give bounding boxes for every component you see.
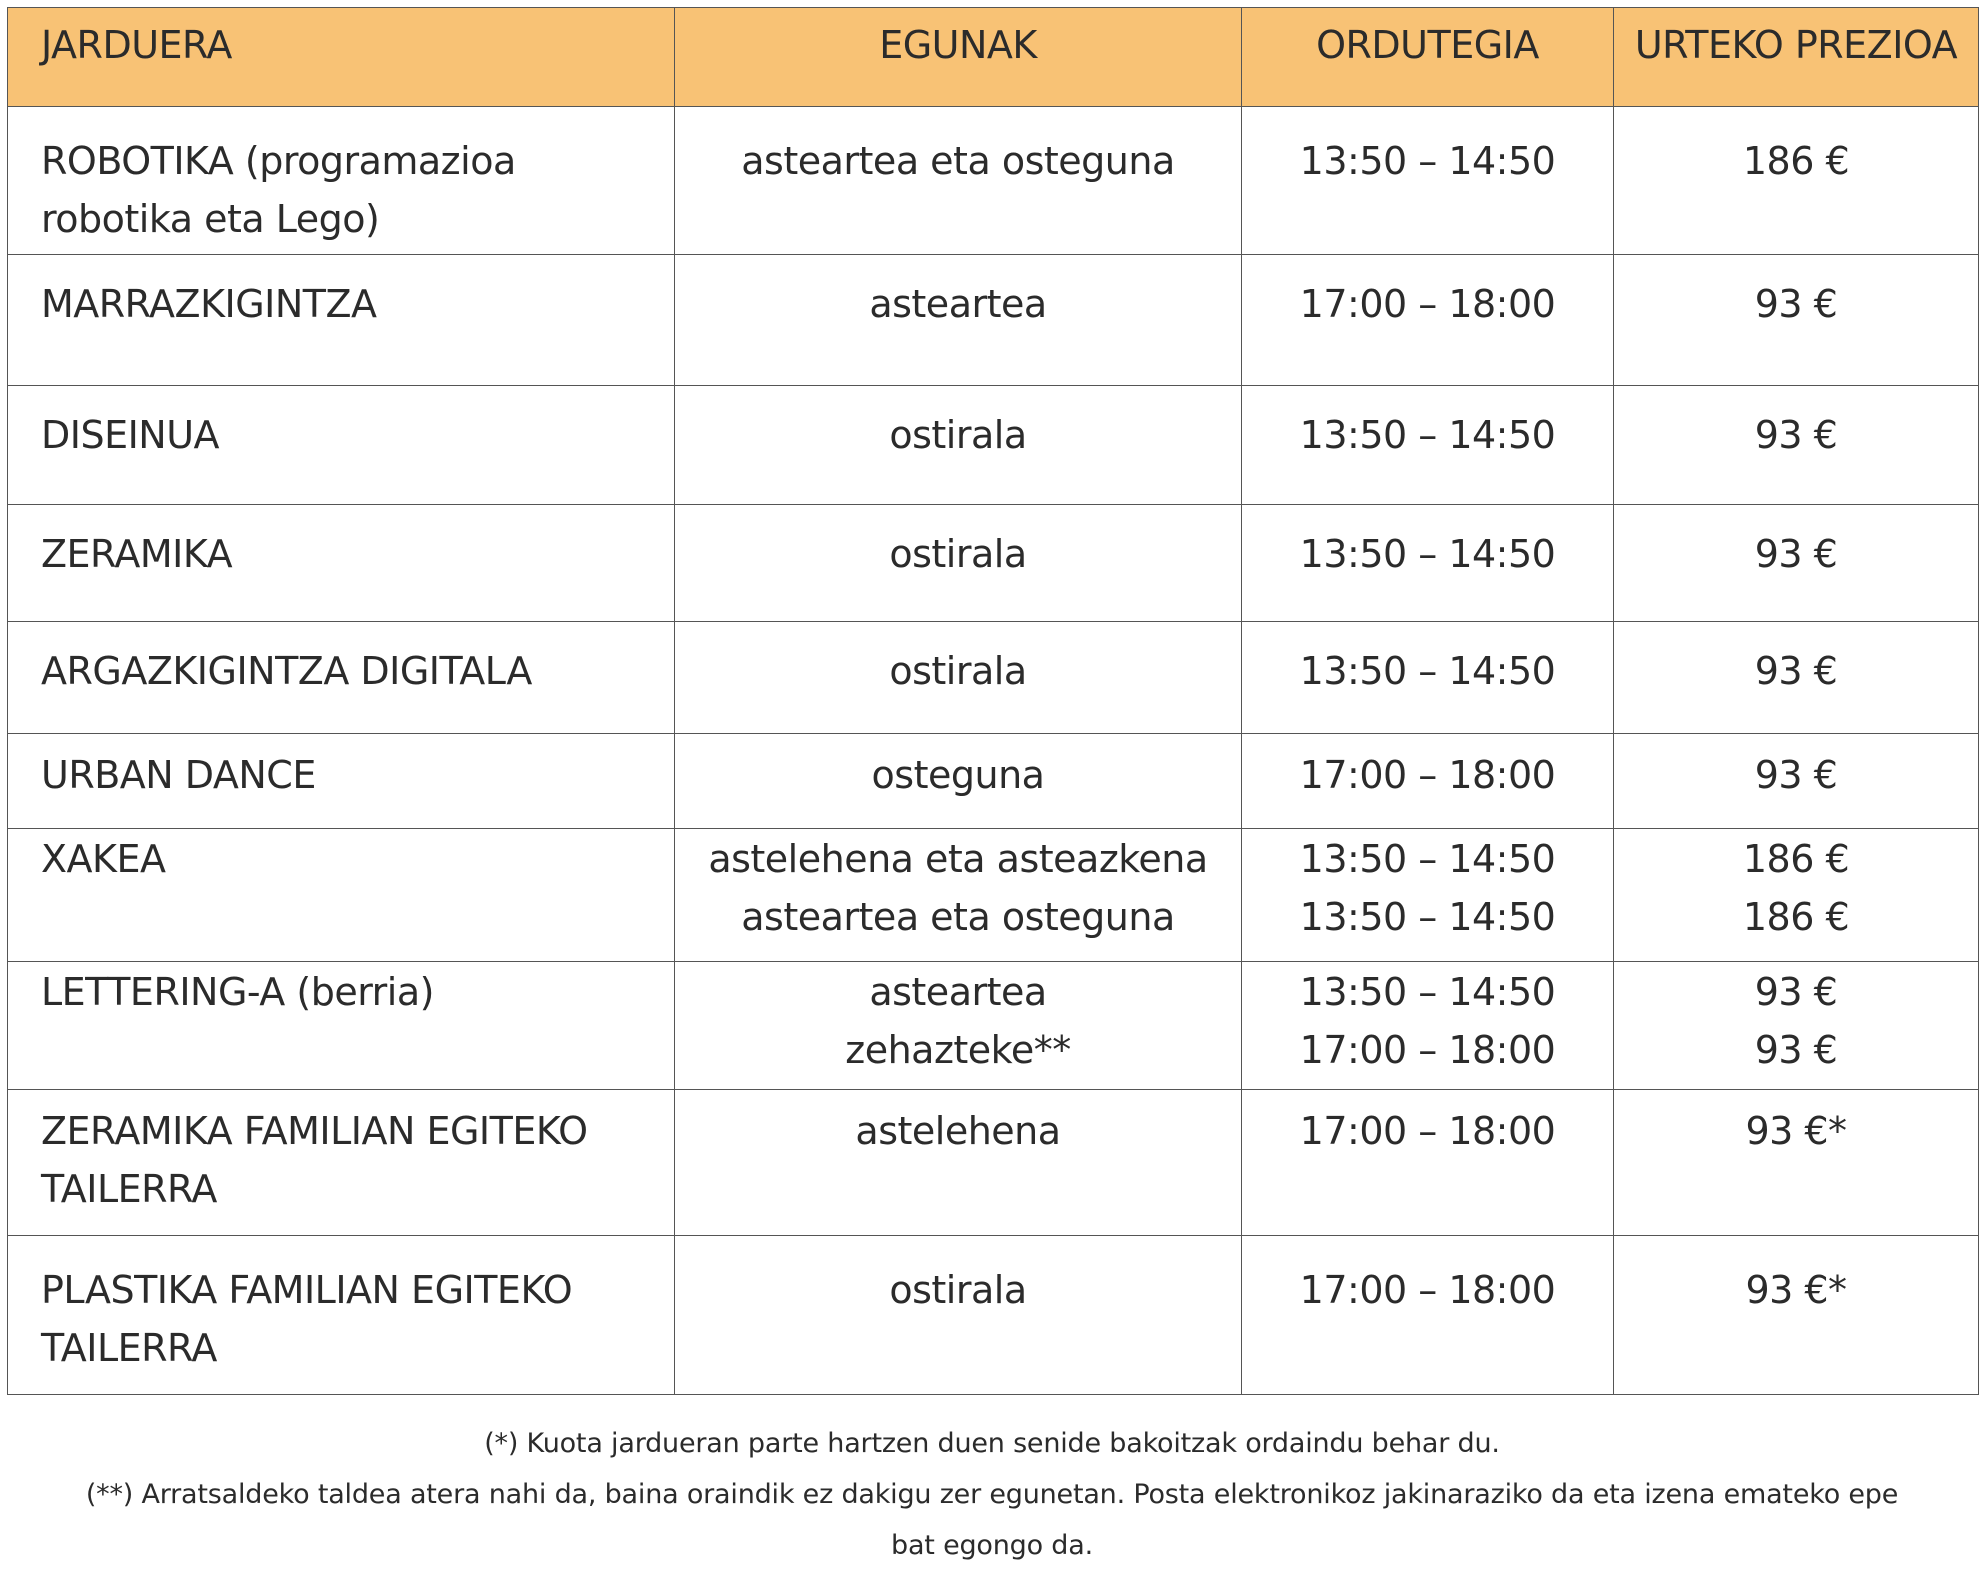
table-row (8, 255, 1979, 386)
activity-name: ZERAMIKA FAMILIAN EGITEKO (41, 1109, 588, 1153)
price-text: 93 €* (1745, 1109, 1847, 1153)
table-row (8, 386, 1979, 505)
days-text: astelehena eta asteazkena (708, 837, 1208, 881)
activity-name: ZERAMIKA (41, 532, 233, 576)
table-row (8, 107, 1979, 255)
price-text: 186 € (1742, 139, 1850, 183)
price-text: 93 € (1754, 532, 1838, 576)
price-text: 93 €* (1745, 1268, 1847, 1312)
hours-text: 13:50 – 14:50 (1299, 413, 1556, 457)
price-cell (1614, 386, 1979, 505)
hours-cell (1242, 1090, 1614, 1236)
days-text: zehazteke** (845, 1028, 1071, 1072)
header-days: EGUNAK (675, 8, 1242, 107)
header-activity: JARDUERA (8, 8, 675, 107)
activity-name: LETTERING-A (berria) (41, 970, 434, 1014)
activity-name: DISEINUA (41, 413, 220, 457)
price-cell (1614, 107, 1979, 255)
header-row (8, 8, 1979, 107)
price-text: 93 € (1754, 970, 1838, 1014)
days-cell (675, 107, 1242, 255)
table-row (8, 505, 1979, 622)
activity-cell (8, 505, 675, 622)
activity-cell (8, 255, 675, 386)
hours-text: 13:50 – 14:50 (1299, 837, 1556, 881)
table-row (8, 1236, 1979, 1395)
hours-cell (1242, 622, 1614, 734)
activity-name: XAKEA (41, 837, 166, 881)
days-text: asteartea eta osteguna (741, 139, 1175, 183)
hours-text: 17:00 – 18:00 (1299, 753, 1556, 797)
days-text: astelehena (855, 1109, 1061, 1153)
activity-name: TAILERRA (41, 1167, 217, 1211)
days-text: ostirala (889, 1268, 1027, 1312)
hours-text: 13:50 – 14:50 (1299, 532, 1556, 576)
activity-cell (8, 107, 675, 255)
days-cell (675, 734, 1242, 829)
activity-cell (8, 734, 675, 829)
hours-text: 13:50 – 14:50 (1299, 970, 1556, 1014)
days-text: asteartea eta osteguna (741, 895, 1175, 939)
price-text: 93 € (1754, 753, 1838, 797)
activity-name: robotika eta Lego) (41, 197, 380, 241)
hours-text: 13:50 – 14:50 (1299, 649, 1556, 693)
price-cell (1614, 255, 1979, 386)
table-header (8, 8, 1979, 107)
price-text: 93 € (1754, 413, 1838, 457)
activity-cell (8, 1236, 675, 1395)
hours-cell (1242, 734, 1614, 829)
activities-table (7, 7, 1979, 1395)
days-text: ostirala (889, 649, 1027, 693)
activity-name: ROBOTIKA (programazioa (41, 139, 516, 183)
activity-name: MARRAZKIGINTZA (41, 282, 377, 326)
price-cell (1614, 1236, 1979, 1395)
days-cell (675, 962, 1242, 1090)
hours-cell (1242, 386, 1614, 505)
hours-text: 17:00 – 18:00 (1299, 1268, 1556, 1312)
price-cell (1614, 962, 1979, 1090)
days-cell (675, 386, 1242, 505)
header-hours: ORDUTEGIA (1242, 8, 1614, 107)
hours-text: 17:00 – 18:00 (1299, 282, 1556, 326)
activity-name: URBAN DANCE (41, 753, 316, 797)
footnote-double-asterisk: (**) Arratsaldeko taldea atera nahi da, baina oraindik ez dakigu zer egunetan. Posta elektronikoz jakinaraziko da eta izena emateko epe bat egongo da. (85, 1479, 1899, 1561)
hours-text: 13:50 – 14:50 (1299, 895, 1556, 939)
table-row (8, 829, 1979, 962)
days-cell (675, 505, 1242, 622)
price-text: 93 € (1754, 649, 1838, 693)
hours-text: 17:00 – 18:00 (1299, 1109, 1556, 1153)
days-text: ostirala (889, 413, 1027, 457)
table-row (8, 622, 1979, 734)
price-cell (1614, 505, 1979, 622)
days-cell (675, 622, 1242, 734)
price-text: 93 € (1754, 282, 1838, 326)
days-text: asteartea (869, 282, 1047, 326)
table-row (8, 734, 1979, 829)
days-cell (675, 829, 1242, 962)
footnote-single-asterisk: (*) Kuota jardueran parte hartzen duen senide bakoitzak ordaindu behar du. (484, 1428, 1500, 1459)
days-cell (675, 1090, 1242, 1236)
hours-cell (1242, 107, 1614, 255)
price-cell (1614, 622, 1979, 734)
activity-cell (8, 622, 675, 734)
table-row (8, 1090, 1979, 1236)
table-row (8, 962, 1979, 1090)
activity-cell (8, 829, 675, 962)
price-cell (1614, 734, 1979, 829)
hours-cell (1242, 829, 1614, 962)
days-text: osteguna (871, 753, 1045, 797)
hours-cell (1242, 505, 1614, 622)
activity-cell (8, 386, 675, 505)
activity-cell (8, 1090, 675, 1236)
hours-text: 17:00 – 18:00 (1299, 1028, 1556, 1072)
days-cell (675, 255, 1242, 386)
activity-name: PLASTIKA FAMILIAN EGITEKO (41, 1268, 573, 1312)
price-cell (1614, 1090, 1979, 1236)
hours-text: 13:50 – 14:50 (1299, 139, 1556, 183)
price-text: 186 € (1742, 837, 1850, 881)
table-body (8, 107, 1979, 1395)
price-text: 93 € (1754, 1028, 1838, 1072)
days-text: asteartea (869, 970, 1047, 1014)
hours-cell (1242, 255, 1614, 386)
header-price: URTEKO PREZIOA (1614, 8, 1979, 107)
activity-name: ARGAZKIGINTZA DIGITALA (41, 649, 532, 693)
activity-name: TAILERRA (41, 1326, 217, 1370)
price-text: 186 € (1742, 895, 1850, 939)
price-cell (1614, 829, 1979, 962)
days-text: ostirala (889, 532, 1027, 576)
activity-cell (8, 962, 675, 1090)
footnotes (0, 1418, 1984, 1571)
hours-cell (1242, 962, 1614, 1090)
hours-cell (1242, 1236, 1614, 1395)
days-cell (675, 1236, 1242, 1395)
